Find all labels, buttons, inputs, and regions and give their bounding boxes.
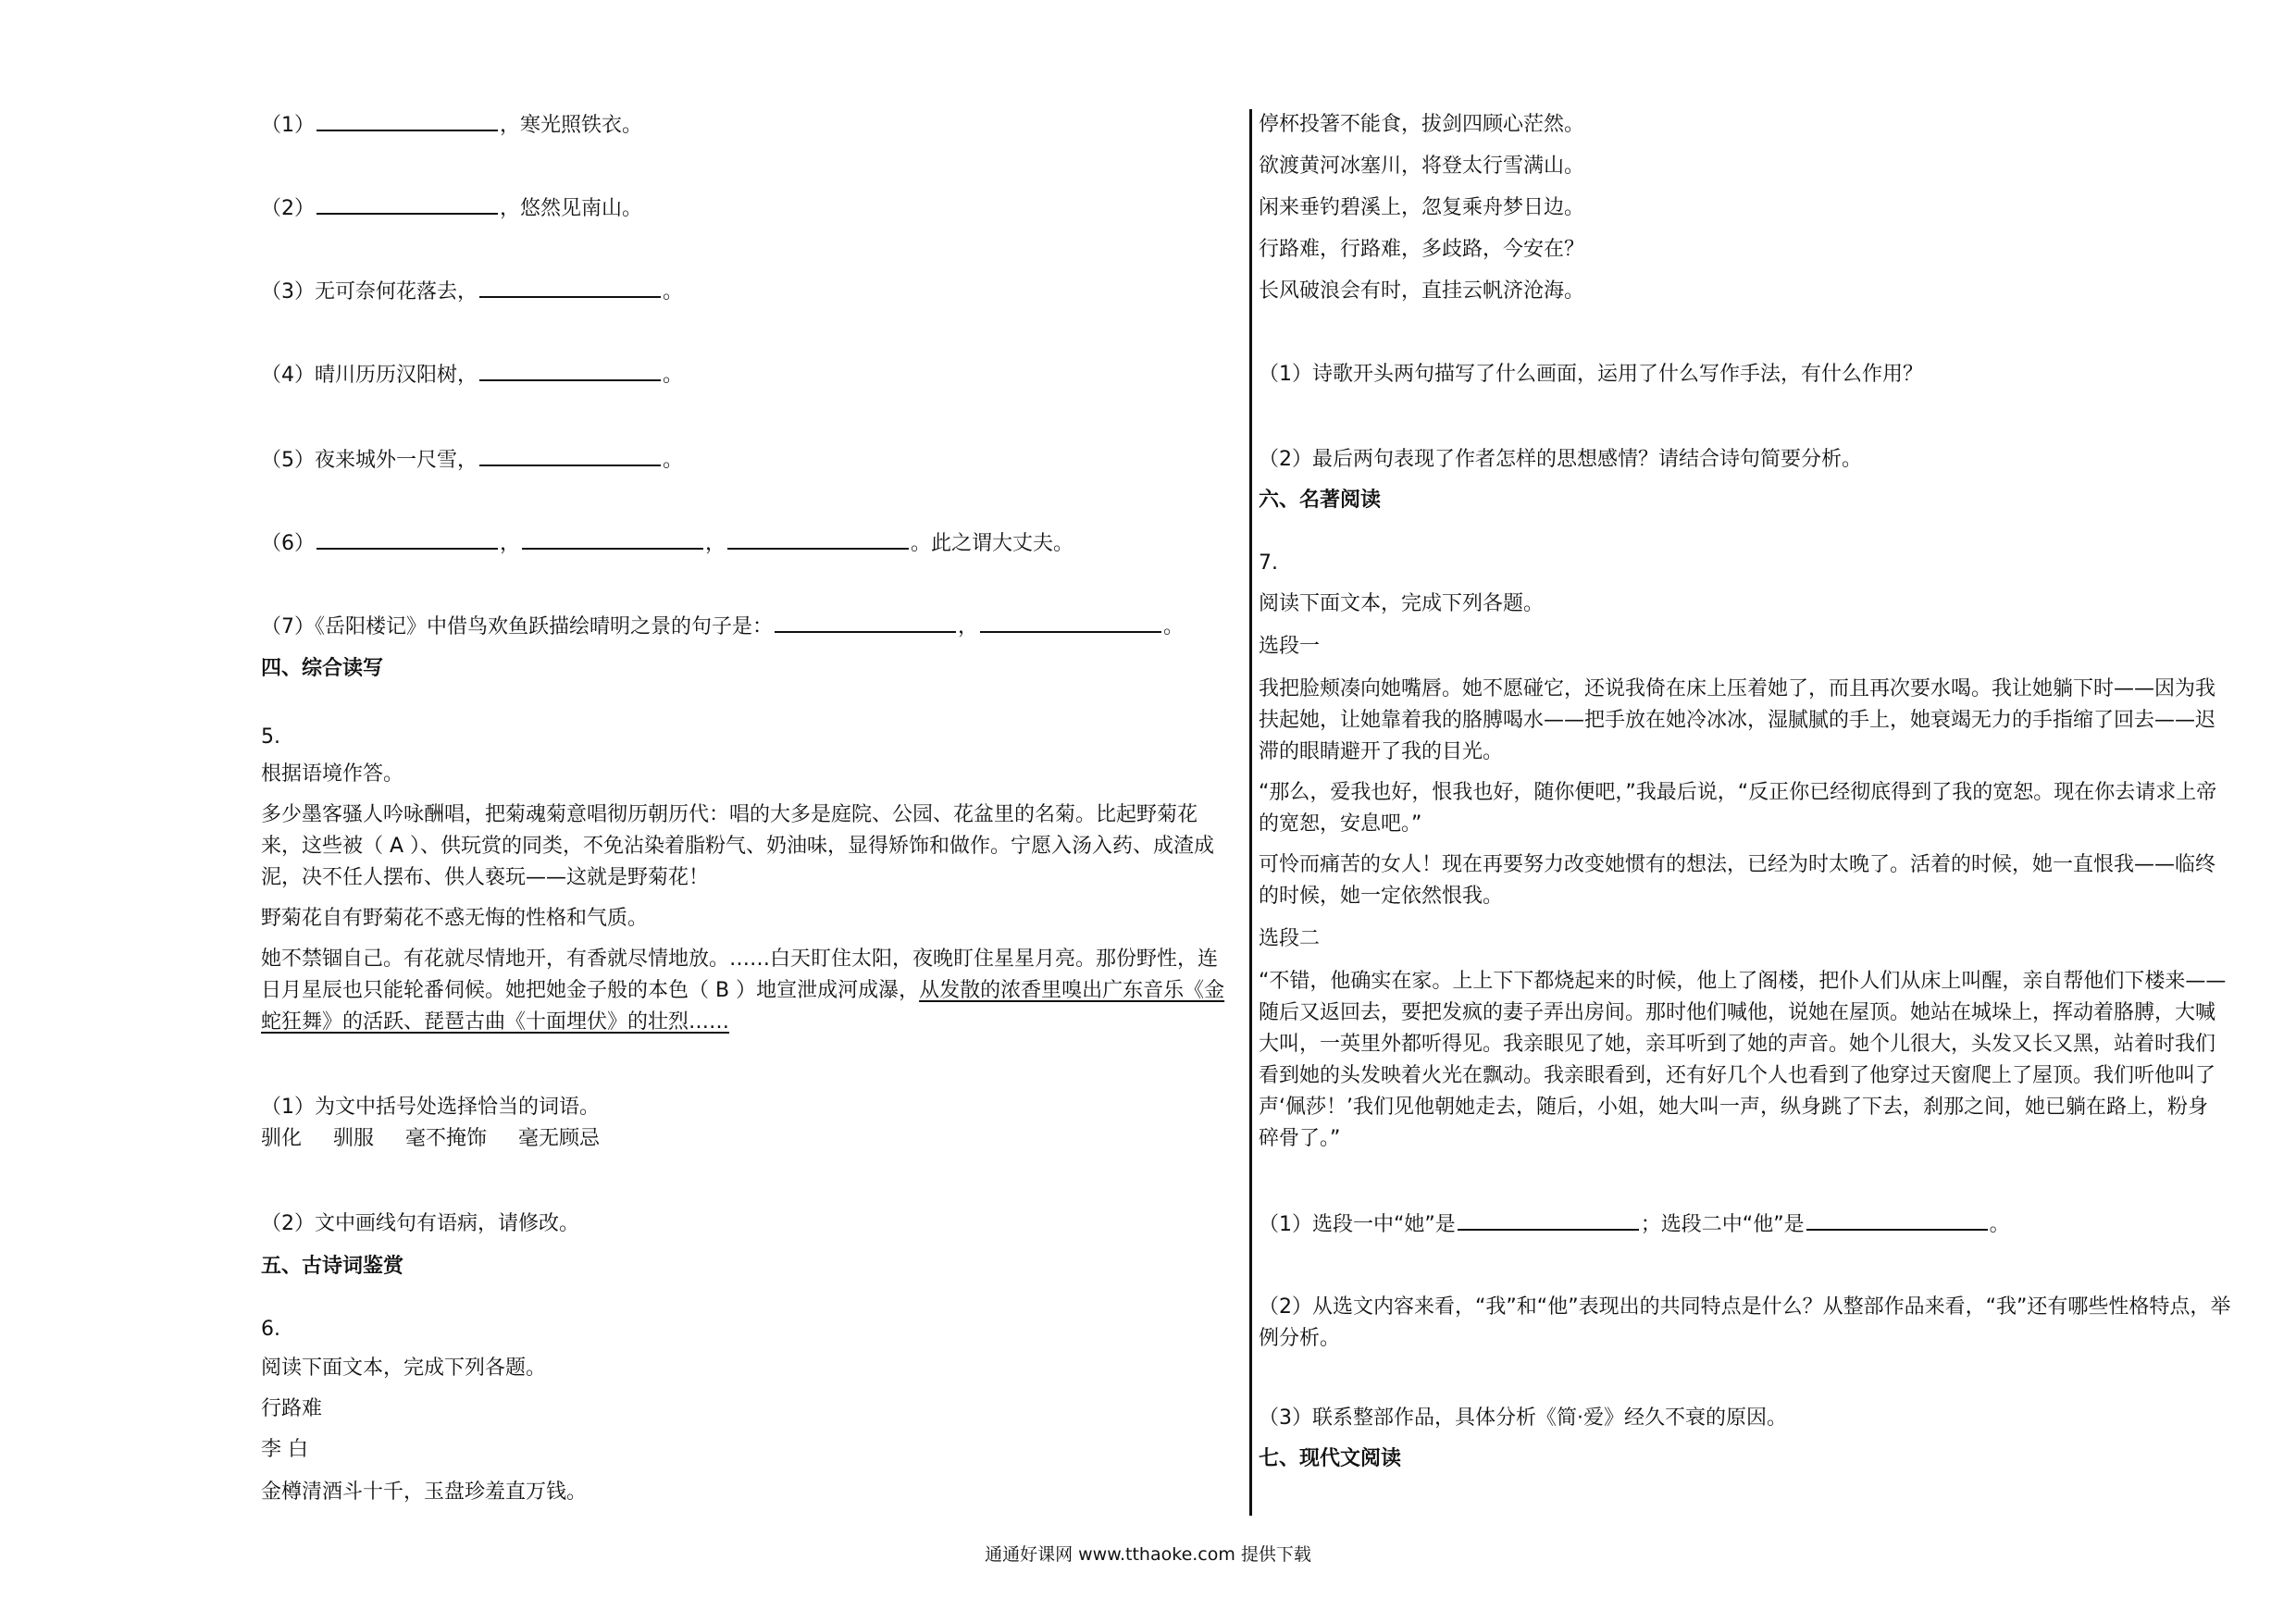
- sub-question: （2）文中画线句有语病，请修改。: [261, 1212, 579, 1235]
- passage-line: “那么，爱我也好，恨我也好，随你便吧，”我最后说，“反正你已经彻底得到了我的宽恕。现在你去请求上帝: [1259, 781, 2217, 804]
- item-number: （2）: [261, 197, 315, 220]
- question-text: （1）选段一中“她”是: [1259, 1213, 1456, 1236]
- passage-line: 她不禁锢自己。有花就尽情地开，有香就尽情地放。……白天盯住太阳，夜晚盯住星星月亮。那份野性，连: [261, 948, 1219, 971]
- section-heading: 四、综合读写: [261, 657, 384, 680]
- answer-blank[interactable]: [479, 359, 661, 381]
- question-intro: 阅读下面文本，完成下列各题。: [1259, 592, 1545, 615]
- sub-question: （2）从选文内容来看，“我”和“他”表现出的共同特点是什么？从整部作品来看，“我”还有哪些性格特点，举: [1259, 1295, 2231, 1319]
- passage-line: 的时候，她一定依然恨我。: [1259, 885, 1504, 908]
- passage-line: “不错，他确实在家。上上下下都烧起来的时候，他上了阁楼，把仆人们从床上叫醒，亲自帮他们下楼来——: [1259, 970, 2227, 993]
- answer-blank[interactable]: [316, 109, 498, 131]
- section-heading: 六、名著阅读: [1259, 489, 1382, 512]
- q3-item-5: [261, 444, 683, 477]
- q3-item-7: [261, 611, 1184, 643]
- sub-question: （3）联系整部作品，具体分析《简·爱》经久不衰的原因。: [1259, 1406, 1787, 1430]
- poem-author: 李 白: [261, 1438, 308, 1461]
- underlined-sentence: 从发散的浓香里嗅出广东音乐《金: [919, 979, 1225, 1002]
- option-word: 毫无顾忌: [518, 1127, 601, 1150]
- question-text: ；选段二中“他”是: [1640, 1213, 1805, 1236]
- item-suffix: 。: [663, 449, 684, 472]
- item-number: （5）: [261, 449, 315, 472]
- poem-line: 闲来垂钓碧溪上，忽复乘舟梦日边。: [1259, 196, 1585, 219]
- word-options: [261, 1123, 631, 1155]
- q3-item-3: [261, 276, 683, 308]
- question-intro: 阅读下面文本，完成下列各题。: [261, 1357, 547, 1380]
- question-text: 。: [1989, 1213, 2010, 1236]
- answer-blank[interactable]: [1458, 1208, 1639, 1231]
- answer-blank[interactable]: [316, 192, 498, 215]
- answer-blank[interactable]: [980, 611, 1161, 633]
- answer-blank[interactable]: [522, 527, 703, 550]
- separator: ，: [500, 532, 521, 555]
- item-number: （1）: [261, 114, 315, 137]
- passage-line: 随后又返回去，要把发疯的妻子弄出房间。那时他们喊他，说她在屋顶。她站在城垛上，挥动着胳膊，大喊: [1259, 1001, 2216, 1024]
- passage-line: 可怜而痛苦的女人！现在再要努力改变她惯有的想法，已经为时太晚了。活着的时候，她一直恨我——临终: [1259, 853, 2216, 876]
- option-word: 毫不掩饰: [405, 1127, 488, 1150]
- section-heading: 七、现代文阅读: [1259, 1447, 1402, 1470]
- item-prefix: （7）《岳阳楼记》中借鸟欢鱼跃描绘晴明之景的句子是：: [261, 615, 773, 638]
- separator: ，: [705, 532, 726, 555]
- passage-line: 我把脸颊凑向她嘴唇。她不愿碰它，还说我倚在床上压着她了，而且再次要水喝。我让她躺下时——因为我: [1259, 677, 2216, 700]
- answer-blank[interactable]: [479, 276, 661, 298]
- item-suffix: 。: [1163, 615, 1185, 638]
- q3-item-6: [261, 527, 1074, 560]
- passage-line: 的宽恕，安息吧。”: [1259, 812, 1422, 836]
- answer-blank[interactable]: [316, 527, 498, 550]
- underlined-sentence: 蛇狂舞》的活跃、琵琶古曲《十面埋伏》的壮烈……: [261, 1010, 730, 1034]
- poem-line: 金樽清酒斗十千，玉盘珍羞直万钱。: [261, 1481, 588, 1504]
- passage-line: 野菊花自有野菊花不惑无悔的性格和气质。: [261, 907, 649, 930]
- item-prefix: 晴川历历汉阳树，: [315, 364, 478, 387]
- poem-title: 行路难: [261, 1397, 323, 1420]
- item-prefix: 无可奈何花落去，: [315, 280, 478, 304]
- poem-line: 停杯投箸不能食，拔剑四顾心茫然。: [1259, 113, 1585, 136]
- answer-blank[interactable]: [1806, 1208, 1988, 1231]
- passage-line: 看到她的头发映着火光在飘动。我亲眼看到，还有好几个人也看到了他穿过天窗爬上了屋顶。我们听他叫了: [1259, 1064, 2216, 1087]
- passage-line: 大叫，一英里外都听得见。我亲眼见了她，亲耳听到了她的声音。她个儿很大，头发又长又黑，站着时我们: [1259, 1033, 2216, 1056]
- option-word: 驯服: [333, 1127, 375, 1150]
- passage-line: 扶起她，让她靠着我的胳膊喝水——把手放在她冷冰冰，湿腻腻的手上，她衰竭无力的手指缩了回去——迟: [1259, 709, 2216, 732]
- sub-question: （2）最后两句表现了作者怎样的思想感情？请结合诗句简要分析。: [1259, 448, 1862, 471]
- answer-blank[interactable]: [727, 527, 909, 550]
- option-word: 驯化: [261, 1127, 303, 1150]
- excerpt-label: 选段二: [1259, 927, 1321, 950]
- item-suffix: 。此之谓大丈夫。: [911, 532, 1074, 555]
- item-number: （3）: [261, 280, 315, 304]
- poem-line: 长风破浪会有时，直挂云帆济沧海。: [1259, 279, 1585, 303]
- page-footer: 通通好课网 www.tthaoke.com 提供下载: [985, 1544, 1311, 1565]
- poem-line: 欲渡黄河冰塞川，将登太行雪满山。: [1259, 155, 1585, 178]
- item-number: （4）: [261, 364, 315, 387]
- question-number: 7.: [1259, 551, 1278, 575]
- excerpt-label: 选段一: [1259, 635, 1321, 658]
- passage-line: 多少墨客骚人吟咏酬唱，把菊魂菊意唱彻历朝历代：唱的大多是庭院、公园、花盆里的名菊。比起野菊花: [261, 803, 1198, 826]
- sub-question: 例分析。: [1259, 1327, 1341, 1350]
- section-heading: 五、古诗词鉴赏: [261, 1255, 404, 1278]
- item-suffix: ，寒光照铁衣。: [500, 114, 643, 137]
- passage-line: 声‘佩莎！’我们见他朝她走去，随后，小姐，她大叫一声，纵身跳了下去，刹那之间，她已躺在路上，粉身: [1259, 1096, 2208, 1119]
- passage-line: 碎骨了。”: [1259, 1127, 1341, 1150]
- answer-blank[interactable]: [775, 611, 956, 633]
- item-suffix: 。: [663, 364, 684, 387]
- passage-line: 泥，决不任人摆布、供人亵玩——这就是野菊花！: [261, 866, 710, 889]
- question-number: 5.: [261, 725, 280, 749]
- passage-line: 滞的眼睛避开了我的目光。: [1259, 740, 1504, 763]
- q3-item-2: [261, 192, 642, 225]
- sub-question: （1）诗歌开头两句描写了什么画面，运用了什么写作手法，有什么作用？: [1259, 363, 1923, 386]
- passage-line: 来，这些被（ A ）、供玩赏的同类，不免沾染着脂粉气、奶油味，显得矫饰和做作。宁愿入汤入药、成渣成: [261, 835, 1215, 858]
- q3-item-1: [261, 109, 642, 142]
- answer-blank[interactable]: [479, 444, 661, 466]
- item-suffix: 。: [663, 280, 684, 304]
- item-prefix: 夜来城外一尺雪，: [315, 449, 478, 472]
- question-number: 6.: [261, 1318, 280, 1341]
- question-intro: 根据语境作答。: [261, 762, 404, 786]
- passage-line: [261, 975, 1224, 1007]
- separator: ，: [958, 615, 979, 638]
- passage-text: 日月星辰也只能轮番伺候。她把她金子般的本色（ B ）地宣泄成河成瀑，: [261, 979, 920, 1002]
- item-suffix: ，悠然见南山。: [500, 197, 643, 220]
- item-number: （6）: [261, 532, 315, 555]
- sub-question: （1）为文中括号处选择恰当的词语。: [261, 1096, 600, 1119]
- poem-line: 行路难，行路难，多歧路，今安在？: [1259, 238, 1585, 261]
- sub-question: [1259, 1208, 2010, 1241]
- q3-item-4: [261, 359, 683, 391]
- column-divider: [1249, 109, 1252, 1516]
